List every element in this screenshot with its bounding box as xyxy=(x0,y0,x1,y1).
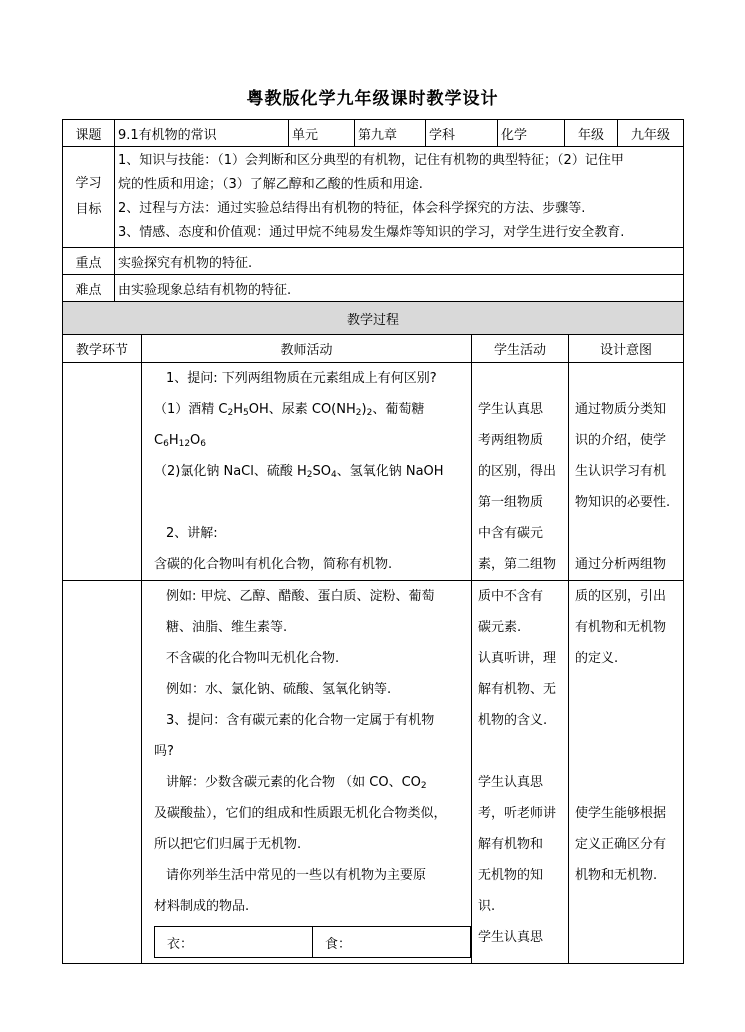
teacher-activity-1: 1、提问: 下列两组物质在元素组成上有何区别? （1）酒精 $C_2H_5OH$、尿素 $CO(NH_2)_2$、葡萄糖 $C_6H_{12}O_6$ （2)氯化钠 NaCl、硫酸 $H_2SO_4$、氢氧化钠 NaOH 2、讲解: 含碳的化合物叫有机化合物，简称有机物. xyxy=(142,363,472,581)
grade-value: 九年级 xyxy=(618,120,684,147)
goal-line: 1、知识与技能：（1）会判断和区分典型的有机物，记住有机物的典型特征；（2）记住甲 xyxy=(118,153,624,168)
subject-label: 学科 xyxy=(426,120,498,147)
course-info-table xyxy=(62,119,684,302)
stage-cell xyxy=(63,363,142,581)
goals-content xyxy=(115,147,684,248)
stage-cell xyxy=(63,581,142,964)
process-header: 教学过程 xyxy=(63,302,684,335)
teacher-activity-2: 例如: 甲烷、乙醇、醋酸、蛋白质、淀粉、葡萄 糖、油脂、维生素等. 不含碳的化合物叫无机化合物. 例如：水、氯化钠、硫酸、氢氧化钠等. 3、提问：含有碳元素的化合物一定属于有机物 吗? 讲解：少数含碳元素的化合物 （如 CO、$CO_2$ 及碳酸盐），它们的组成和性质跟无机化合物类似， 所以把它们归属于无机物. 请你列举生活中常见的一些以有机物为主要原 材料制成的物品. xyxy=(142,581,472,964)
formula-line: $C_6H_{12}O_6$ xyxy=(154,433,207,449)
student-activity-1: 学生认真思 考两组物质 的区别，得出 第一组物质 中含有碳元 素，第二组物 xyxy=(472,363,569,581)
goal-line: 烷的性质和用途；（3）了解乙醇和乙酸的性质和用途. xyxy=(118,177,423,192)
formula-line: （1）酒精 $C_2H_5OH$、尿素 $CO(NH_2)_2$、葡萄糖 xyxy=(154,402,425,418)
subject-value: 化学 xyxy=(498,120,565,147)
formula-line: （2)氯化钠 NaCl、硫酸 $H_2SO_4$、氢氧化钠 NaOH xyxy=(154,464,444,480)
goals-label: 学习 目标 xyxy=(63,147,115,248)
student-activity-2: 质中不含有 碳元素. 认真听讲，理 解有机物、无 机物的含义. 学生认真思 考，听老师讲 解有机物和 无机物的知 识. 学生认真思 xyxy=(472,581,569,964)
items-inner-table xyxy=(154,926,471,958)
unit-value: 第九章 xyxy=(355,120,426,147)
formula-line: 讲解：少数含碳元素的化合物 （如 CO、$CO_2$ xyxy=(166,775,427,791)
design-intent-2: 质的区别，引出 有机物和无机物 的定义. 使学生能够根据 定义正确区分有 机物和无机物. xyxy=(569,581,684,964)
key-point-label: 重点 xyxy=(63,248,115,275)
column-header-stage: 教学环节 xyxy=(63,335,142,363)
difficulty-text: 由实验现象总结有机物的特征. xyxy=(115,275,684,302)
clothing-cell: 衣： xyxy=(155,927,313,958)
goal-line: 3、情感、态度和价值观：通过甲烷不纯易发生爆炸等知识的学习，对学生进行安全教育. xyxy=(118,225,625,240)
topic-label: 课题 xyxy=(63,120,115,147)
difficulty-label: 难点 xyxy=(63,275,115,302)
column-header-teacher: 教师活动 xyxy=(142,335,472,363)
grade-label: 年级 xyxy=(565,120,618,147)
topic-value: 9.1有机物的常识 xyxy=(115,120,289,147)
design-intent-1: 通过物质分类知 识的介绍，使学 生认识学习有机 物知识的必要性. 通过分析两组物 xyxy=(569,363,684,581)
goal-line: 2、过程与方法：通过实验总结得出有机物的特征，体会科学探究的方法、步骤等. xyxy=(118,201,586,216)
unit-label: 单元 xyxy=(289,120,355,147)
page-title: 粤教版化学九年级课时教学设计 xyxy=(246,89,499,109)
food-cell: 食： xyxy=(313,927,471,958)
column-header-student: 学生活动 xyxy=(472,335,569,363)
key-point-text: 实验探究有机物的特征. xyxy=(115,248,684,275)
column-header-intent: 设计意图 xyxy=(569,335,684,363)
teaching-process-table xyxy=(62,301,684,964)
